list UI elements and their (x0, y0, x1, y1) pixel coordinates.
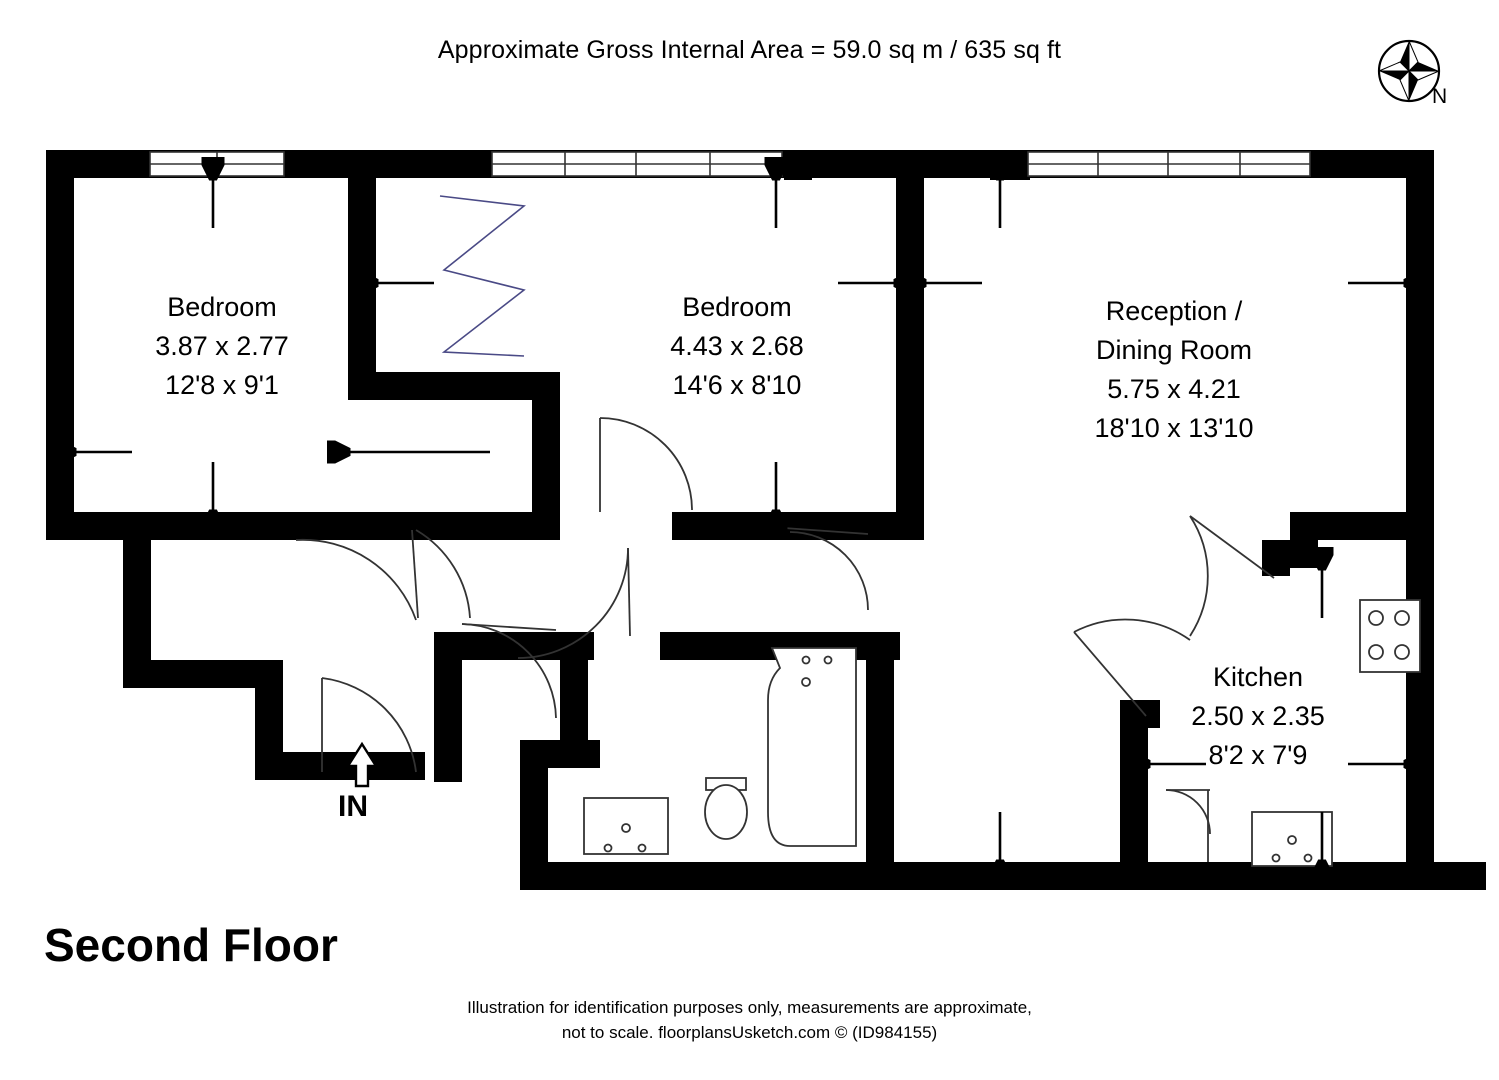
room-imperial-dimensions: 12'8 x 9'1 (165, 370, 279, 400)
kitchen-sink-icon (1252, 812, 1332, 866)
room-label-reception-dining (1024, 292, 1324, 448)
disclaimer-text (0, 995, 1499, 1045)
room-name: Kitchen (1212, 662, 1304, 692)
gross-internal-area-text: Approximate Gross Internal Area = 59.0 sq m / 635 sq ft (437, 36, 1062, 64)
room-label-bedroom-1 (80, 288, 364, 405)
disclaimer-line-1: Illustration for identification purposes only, measurements are approximate, (467, 998, 1032, 1017)
room-metric-dimensions: 4.43 x 2.68 (670, 331, 804, 361)
room-imperial-dimensions: 14'6 x 8'10 (672, 370, 802, 400)
room-name: Reception / (1105, 296, 1243, 326)
room-label-bedroom-2 (592, 288, 882, 405)
room-metric-dimensions: 2.50 x 2.35 (1191, 701, 1325, 731)
room-imperial-dimensions: 18'10 x 13'10 (1094, 413, 1254, 443)
room-name: Bedroom (682, 292, 792, 322)
bathtub-icon (768, 648, 856, 846)
toilet-icon (705, 778, 747, 839)
hob-icon (1360, 600, 1420, 672)
washbasin-icon (584, 798, 668, 854)
compass-north-label: N (1432, 85, 1448, 108)
room-metric-dimensions: 3.87 x 2.77 (155, 331, 289, 361)
room-name: Bedroom (167, 292, 277, 322)
room-metric-dimensions: 5.75 x 4.21 (1107, 374, 1241, 404)
entrance-label: IN (338, 790, 368, 823)
walls (46, 150, 1486, 890)
bathroom-fixtures (584, 648, 856, 854)
room-name-second-line: Dining Room (1095, 335, 1253, 365)
disclaimer-line-2: not to scale. floorplansUsketch.com © (ID984155) (561, 1023, 938, 1042)
room-imperial-dimensions: 8'2 x 7'9 (1208, 740, 1308, 770)
floor-title: Second Floor (44, 919, 338, 971)
room-label-kitchen (1158, 658, 1358, 775)
